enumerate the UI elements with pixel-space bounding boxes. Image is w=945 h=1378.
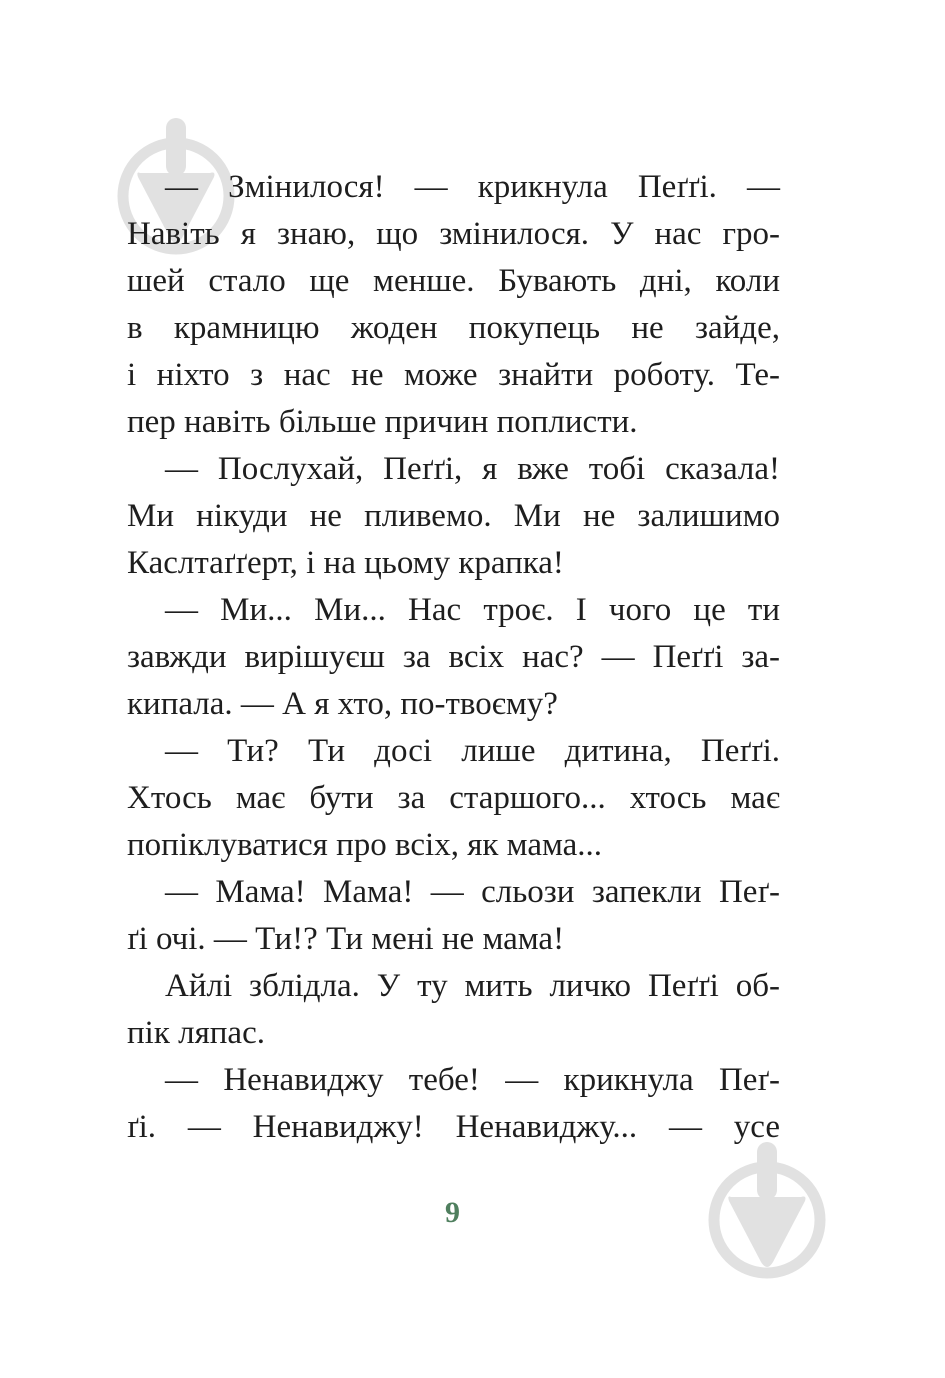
text-line: Каслтаґґерт, і на цьому крапка! — [127, 545, 564, 581]
text-line: шей стало ще менше. Бувають дні, коли — [127, 263, 780, 299]
text-line: і ніхто з нас не може знайти роботу. Те- — [127, 357, 780, 393]
page-number: 9 — [445, 1196, 460, 1229]
text-line: Айлі зблідла. У ту мить личко Пеґґі об- — [165, 968, 780, 1004]
text-line: пер навіть більше причин поплисти. — [127, 404, 638, 440]
book-page-text — [127, 164, 780, 1151]
text-line: — Змінилося! — крикнула Пеґґі. — — [165, 169, 780, 205]
text-line: — Послухай, Пеґґі, я вже тобі сказала! — [165, 451, 780, 487]
text-line: Ми нікуди не пливемо. Ми не залишимо — [127, 498, 780, 534]
text-line: — Ми... Ми... Нас троє. І чого це ти — [165, 592, 780, 628]
text-line: кипала. — А я хто, по-твоєму? — [127, 686, 558, 722]
text-line: ґі. — Ненавиджу! Ненавиджу... — усе — [127, 1109, 780, 1145]
text-line: пік ляпас. — [127, 1015, 265, 1051]
text-line: ґі очі. — Ти!? Ти мені не мама! — [127, 921, 565, 957]
text-line: в крамницю жоден покупець не зайде, — [127, 310, 780, 346]
text-line: завжди вирішуєш за всіх нас? — Пеґґі за- — [127, 639, 780, 675]
text-line: Навіть я знаю, що змінилося. У нас гро- — [127, 216, 780, 252]
text-line: попіклуватися про всіх, як мама... — [127, 827, 603, 863]
text-line: — Мама! Мама! — сльози запекли Пеґ- — [165, 874, 780, 910]
text-line: — Ненавиджу тебе! — крикнула Пеґ- — [165, 1062, 780, 1098]
text-line: — Ти? Ти досі лише дитина, Пеґґі. — [165, 733, 780, 769]
text-line: Хтось має бути за старшого... хтось має — [127, 780, 780, 816]
